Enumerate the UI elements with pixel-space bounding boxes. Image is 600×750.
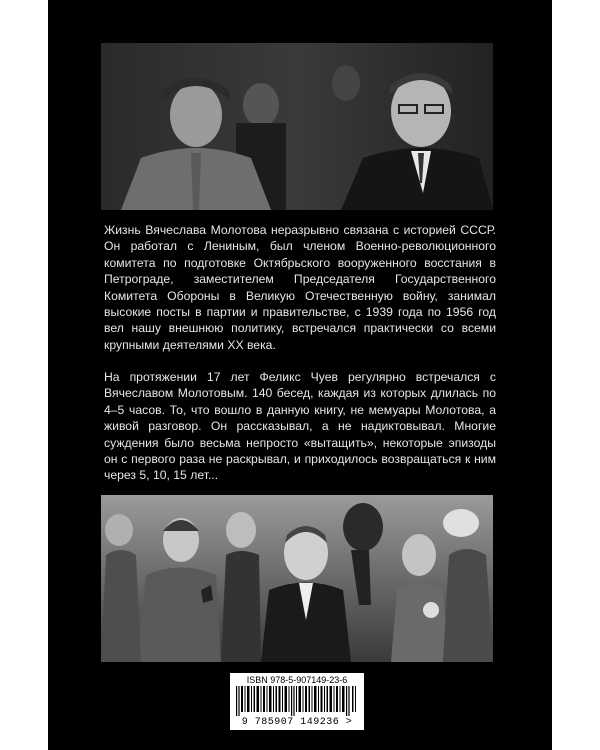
photo-molotov-crowd <box>101 495 493 662</box>
back-cover <box>48 0 552 750</box>
photo-stalin-molotov <box>101 43 493 210</box>
barcode-box <box>230 673 364 730</box>
description-paragraph-2: На протяжении 17 лет Феликс Чуев регулярно встречался с Вячеславом Молотовым. 140 бесед, каждая из которых длилась по 4–5 часов. То, что вошло в данную книгу, не мемуары Молотова, а живой разговор. Он рассказывал, а не надиктовывал. Многие суждения было весьма непросто «вытащить», некоторые эпизоды он с первого раза не раскрывал, и приходилось возвращаться к ним через 5, 10, 15 лет... <box>104 370 496 483</box>
barcode-bars <box>236 686 358 716</box>
barcode-digits: 9 785907 149236 > <box>241 717 353 728</box>
description-paragraph-1: Жизнь Вячеслава Молотова неразрывно связана с историей СССР. Он работал с Лениным, был членом Военно-революционного комитета по подготовке Октябрьского вооруженного восстания в Петрограде, заместителем Председателя Государственного Комитета Обороны в Великую Отечественную войну, занимал высокие посты в партии и правительстве, с 1939 года по 1956 год вел нашу внешнюю политику, встречался практически со всеми крупными деятелями XX века. <box>104 223 496 352</box>
isbn-label: ISBN 978-5-907149-23-6 <box>246 675 348 685</box>
